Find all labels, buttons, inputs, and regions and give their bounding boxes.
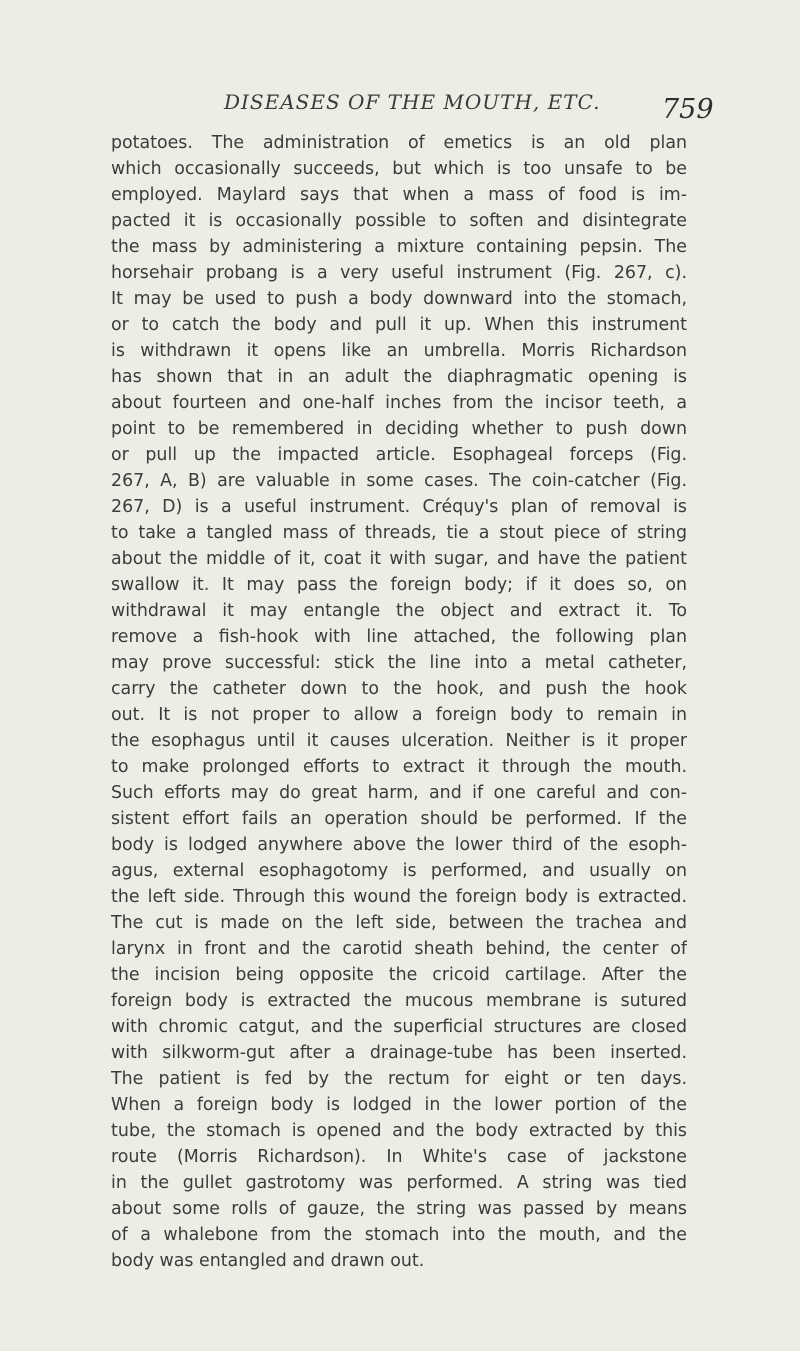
text-line: the mass by administering a mixture containing pepsin. The [111,237,687,257]
text-line: horsehair probang is a very useful instrument (Fig. 267, c). [111,263,687,283]
text-line: When a foreign body is lodged in the lower portion of the [111,1095,687,1115]
text-line: about some rolls of gauze, the string was passed by means [111,1199,687,1219]
text-line: with chromic catgut, and the superficial structures are closed [111,1017,687,1037]
text-line: which occasionally succeeds, but which is too unsafe to be [111,159,687,179]
running-head: DISEASES OF THE MOUTH, ETC. [224,90,601,114]
text-line: agus, external esophagotomy is performed, and usually on [111,861,687,881]
text-line: or pull up the impacted article. Esophageal forceps (Fig. [111,445,687,465]
text-line: The cut is made on the left side, between the trachea and [111,913,687,933]
text-line: or to catch the body and pull it up. When this instrument [111,315,687,335]
text-line: point to be remembered in deciding whether to push down [111,419,687,439]
text-line: tube, the stomach is opened and the body extracted by this [111,1121,687,1141]
text-line: body is lodged anywhere above the lower third of the esoph- [111,835,687,855]
text-line: employed. Maylard says that when a mass of food is im- [111,185,687,205]
text-line: out. It is not proper to allow a foreign body to remain in [111,705,687,725]
text-line: larynx in front and the carotid sheath behind, the center of [111,939,687,959]
text-line: It may be used to push a body downward into the stomach, [111,289,687,309]
text-line: of a whalebone from the stomach into the mouth, and the [111,1225,687,1245]
text-line: potatoes. The administration of emetics is an old plan [111,133,687,153]
text-line: to take a tangled mass of threads, tie a stout piece of string [111,523,687,543]
text-line: pacted it is occasionally possible to soften and disintegrate [111,211,687,231]
text-line: The patient is fed by the rectum for eight or ten days. [111,1069,687,1089]
text-line: sistent effort fails an operation should be performed. If the [111,809,687,829]
text-line: foreign body is extracted the mucous membrane is sutured [111,991,687,1011]
text-line: to make prolonged efforts to extract it through the mouth. [111,757,687,777]
text-line: route (Morris Richardson). In White's case of jackstone [111,1147,687,1167]
text-line: withdrawal it may entangle the object and extract it. To [111,601,687,621]
text-line: 267, A, B) are valuable in some cases. The coin-catcher (Fig. [111,471,687,491]
text-line: the left side. Through this wound the foreign body is extracted. [111,887,687,907]
text-line: about the middle of it, coat it with sugar, and have the patient [111,549,687,569]
text-line: has shown that in an adult the diaphragmatic opening is [111,367,687,387]
text-line: about fourteen and one-half inches from the incisor teeth, a [111,393,687,413]
text-line: body was entangled and drawn out. [111,1251,425,1271]
text-line: carry the catheter down to the hook, and push the hook [111,679,687,699]
page-number: 759 [662,94,714,125]
text-line: in the gullet gastrotomy was performed. A string was tied [111,1173,687,1193]
text-line: Such efforts may do great harm, and if one careful and con- [111,783,687,803]
text-line: 267, D) is a useful instrument. Créquy's plan of removal is [111,497,687,517]
text-line: with silkworm-gut after a drainage-tube has been inserted. [111,1043,687,1063]
text-line: the incision being opposite the cricoid cartilage. After the [111,965,687,985]
text-line: remove a fish-hook with line attached, the following plan [111,627,687,647]
text-line: the esophagus until it causes ulceration. Neither is it proper [111,731,687,751]
text-line: may prove successful: stick the line into a metal catheter, [111,653,687,673]
text-line: is withdrawn it opens like an umbrella. Morris Richardson [111,341,687,361]
text-line: swallow it. It may pass the foreign body; if it does so, on [111,575,687,595]
